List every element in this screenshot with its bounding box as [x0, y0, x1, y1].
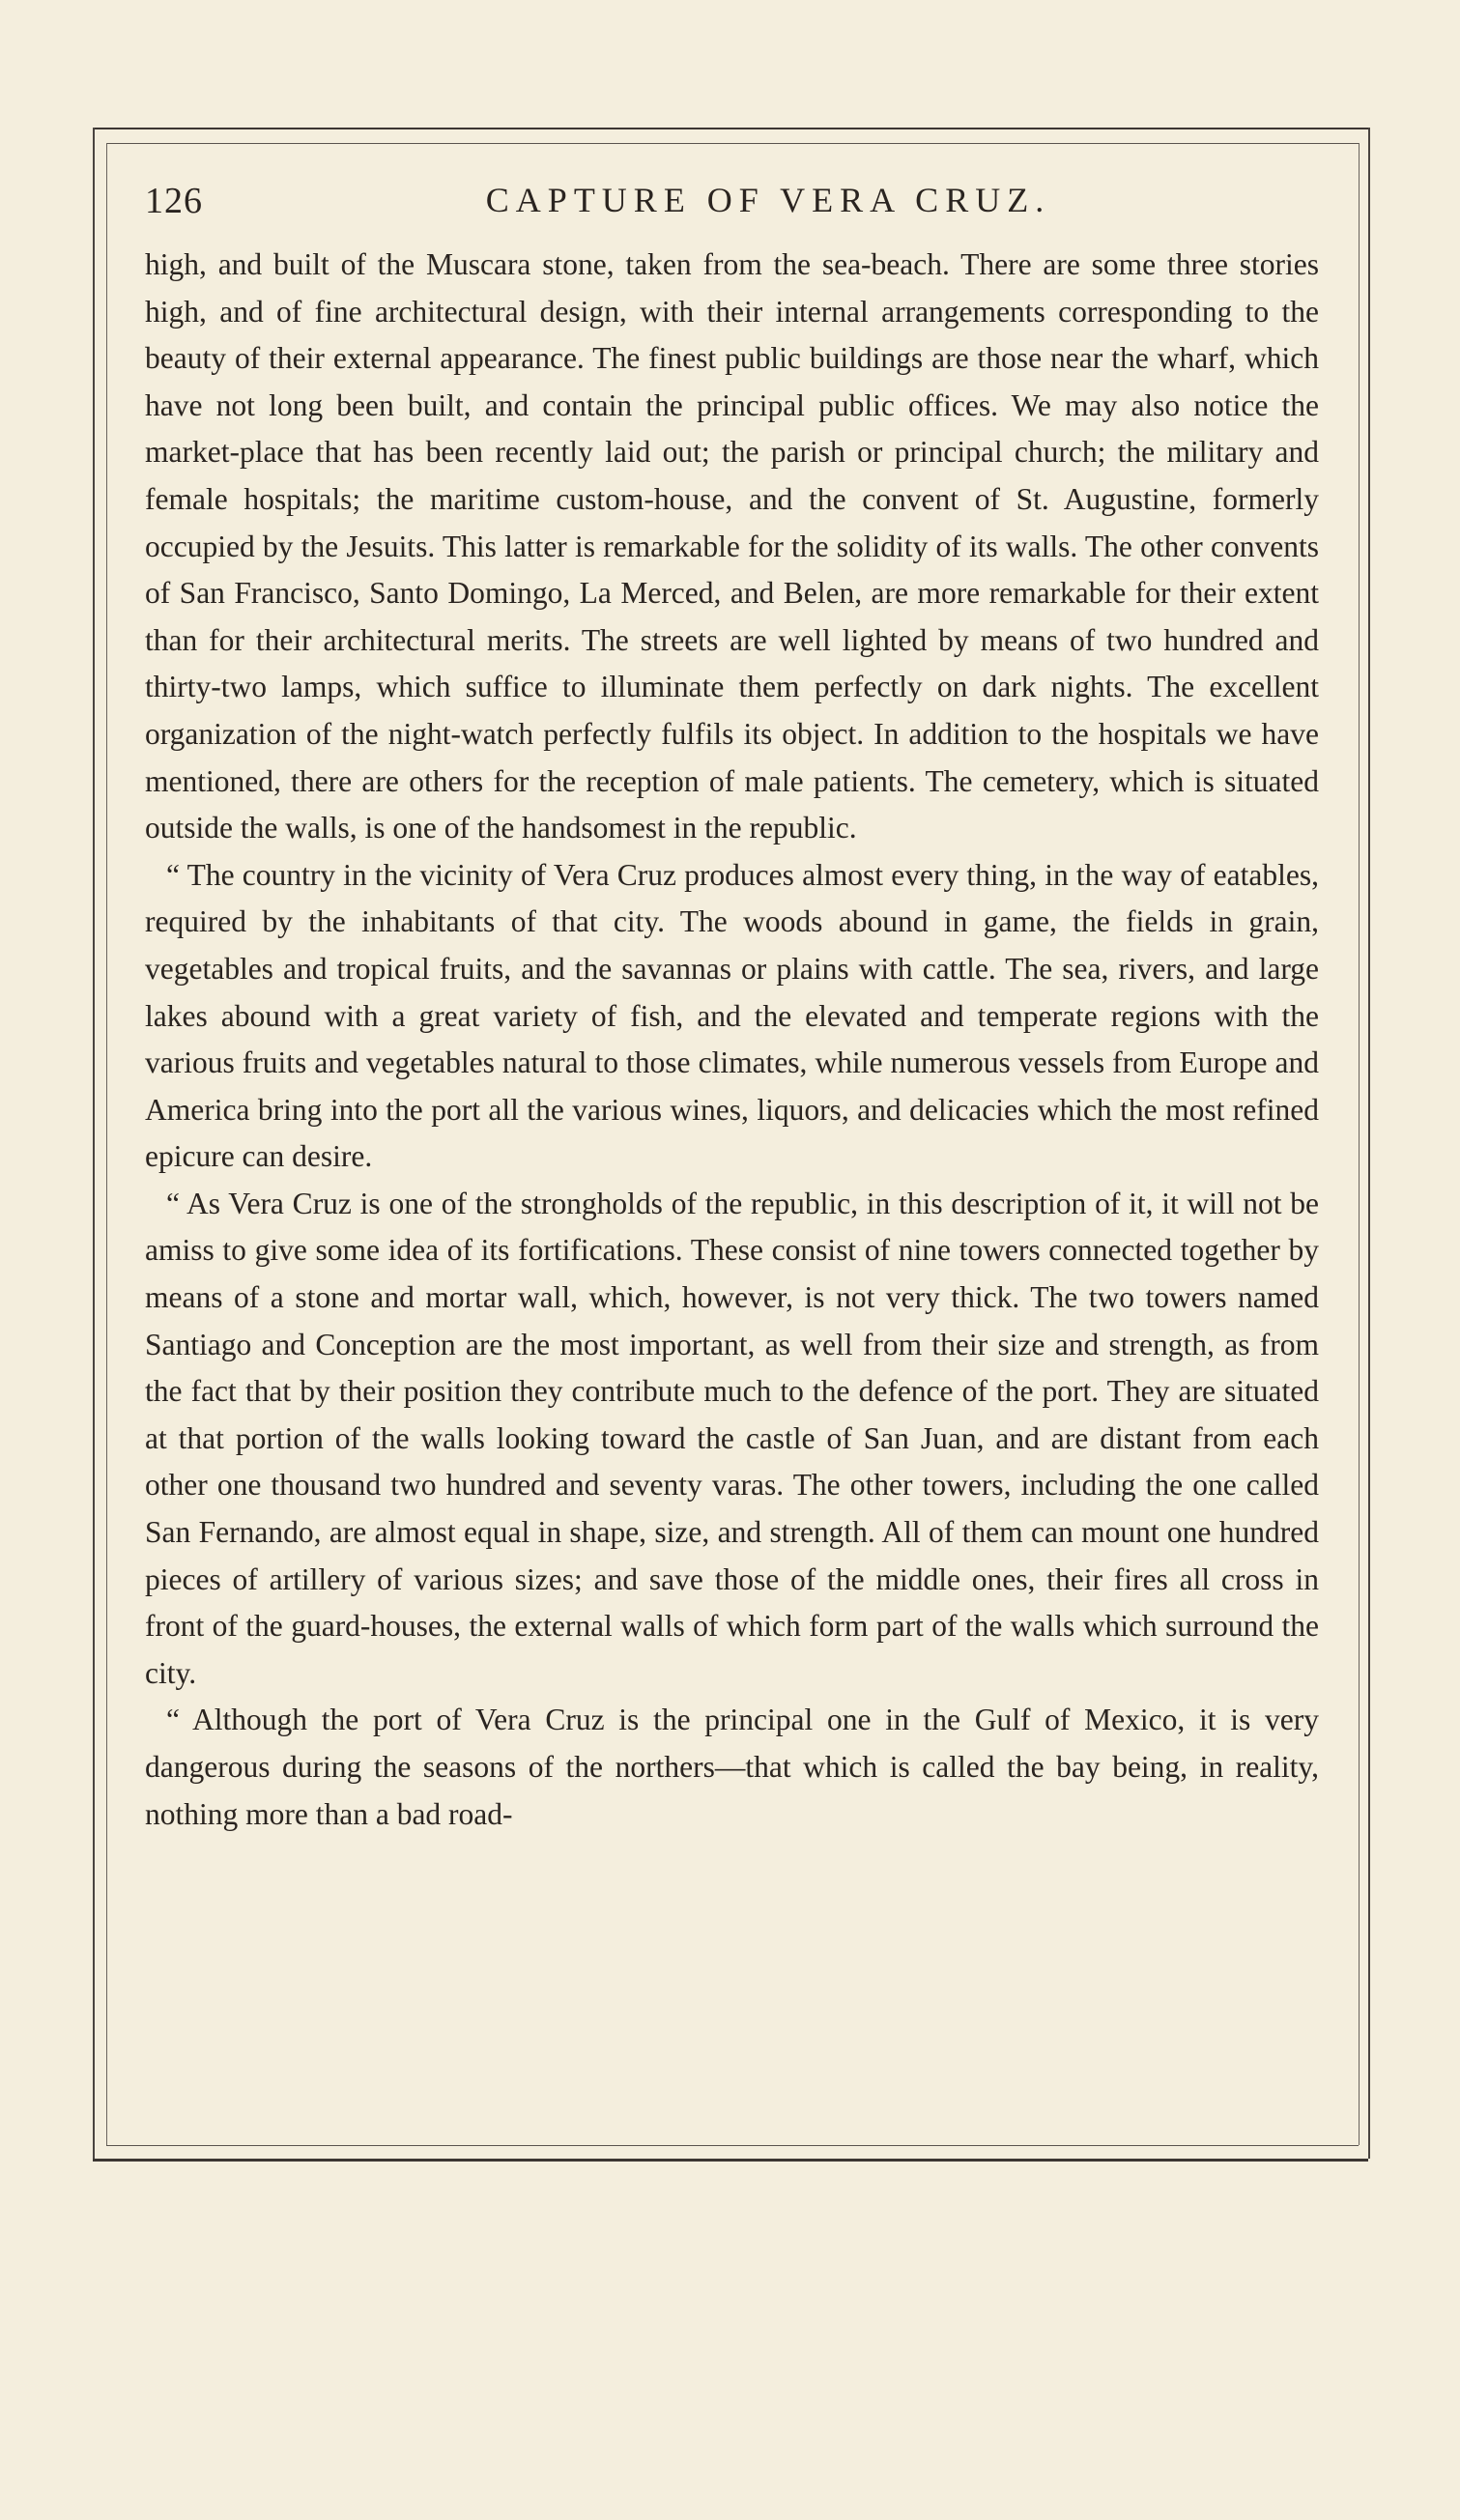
paragraph-port: “ Although the port of Vera Cruz is the principal one in the Gulf of Mexico, it is very dangerous during the seasons of the northers—that which is called the bay being, in reality, nothing more than a bad road-	[145, 1703, 1319, 1831]
page-number: 126	[145, 181, 203, 221]
bottom-inner-rule	[106, 2145, 1359, 2146]
paragraph-fortifications: “ As Vera Cruz is one of the strongholds of the republic, in this description of it, it will not be amiss to give some idea of its fortifications. These consist of nine towers connected together by means of a stone and mortar wall, which, however, is not very thick. The two towers named Santiago and Conception are the most important, as well from their size and strength, as from the fact that by their position they contribute much to the defence of the port. They are situated at that portion of the walls looking toward the castle of San Juan, and are distant from each other one thousand two hundred and seventy varas. The other towers, including the one called San Fernando, are almost equal in shape, size, and strength. All of them can mount one hundred pieces of artillery of various sizes; and save those of the middle ones, their fires all cross in front of the guard-houses, the external walls of which form part of the walls which surround the city.	[145, 1186, 1319, 1690]
paragraph-buildings: high, and built of the Muscara stone, taken from the sea-beach. There are some three stories high, and of fine architectural design, with their internal arrangements corresponding to the beauty of their external appearance. The finest public buildings are those near the wharf, which have not long been built, and contain the principal public offices. We may also notice the market-place that has been recently laid out; the parish or principal church; the military and female hospitals; the maritime custom-house, and the convent of St. Augustine, formerly occupied by the Jesuits. This latter is remarkable for the solidity of its walls. The other convents of San Francisco, Santo Domingo, La Merced, and Belen, are more remarkable for their extent than for their architectural merits. The streets are well lighted by means of two hundred and thirty-two lamps, which suffice to illuminate them perfectly on dark nights. The excellent organization of the night-watch perfectly fulfils its object. In addition to the hospitals we have mentioned, there are others for the reception of male patients. The cemetery, which is situated outside the walls, is one of the handsomest in the republic.	[145, 247, 1319, 845]
body-text	[145, 242, 1319, 1838]
paragraph-country: “ The country in the vicinity of Vera Cruz produces almost every thing, in the way of eatables, required by the inhabitants of that city. The woods abound in game, the fields in grain, vegetables and tropical fruits, and the savannas or plains with cattle. The sea, rivers, and large lakes abound with a great variety of fish, and the elevated and temperate regions with the various fruits and vegetables natural to those climates, while numerous vessels from Europe and America bring into the port all the various wines, liquors, and delicacies which the most refined epicure can desire.	[145, 857, 1319, 1174]
page-header	[145, 172, 1333, 230]
running-head: CAPTURE OF VERA CRUZ.	[485, 181, 1051, 219]
bottom-outer-rule	[93, 2159, 1368, 2162]
